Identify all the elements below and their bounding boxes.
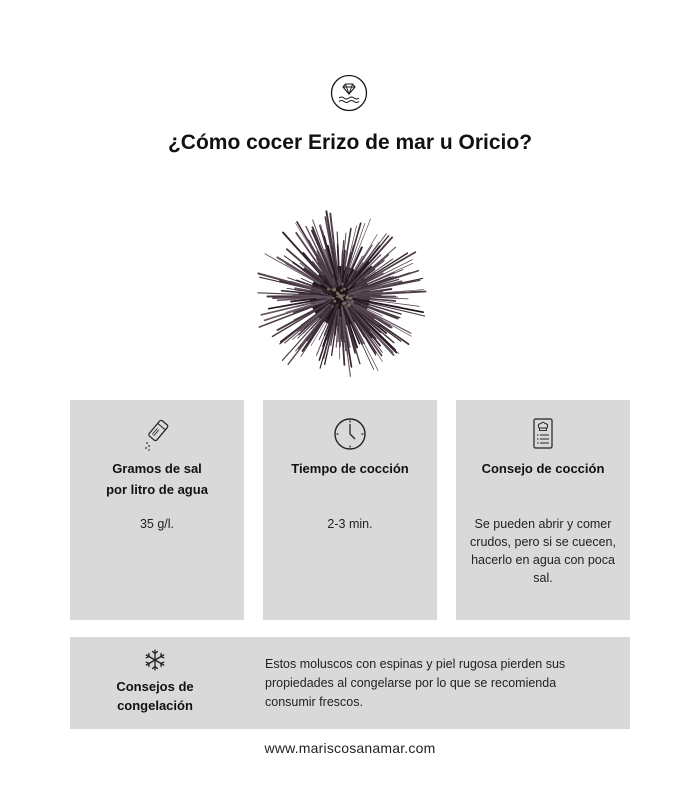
salt-card (70, 400, 244, 620)
clock-icon (332, 416, 368, 452)
freezing-text: Estos moluscos con espinas y piel rugosa pierden sus propiedades al congelarse por lo que se recomienda consumir frescos. (265, 657, 566, 709)
salt-value: 35 g/l. (139, 517, 175, 531)
cooking-time-card (263, 400, 437, 620)
salt-shaker-icon (139, 416, 175, 452)
salt-label: Gramos de sal por litro de agua (106, 461, 208, 497)
cooking-tip-card (456, 400, 630, 620)
cooking-tip-text: Se pueden abrir y comer crudos, pero si se cuecen, hacerlo en agua con poca sal. (470, 517, 616, 585)
cooking-tip-label: Consejo de cocción (481, 461, 605, 476)
recipe-card-icon (525, 416, 561, 452)
website-link[interactable]: www.mariscosanamar.com (264, 740, 436, 756)
freezing-label: Consejos de congelación (116, 679, 194, 713)
cooking-time-value: 2-3 min. (327, 517, 373, 531)
cooking-time-label: Tiempo de cocción (291, 461, 409, 476)
diamond-waves-icon (330, 74, 368, 112)
freezing-tips-panel (70, 637, 630, 729)
sea-urchin-image (248, 210, 432, 386)
page-title: ¿Cómo cocer Erizo de mar u Oricio? (167, 131, 533, 154)
snowflake-icon (143, 648, 167, 672)
